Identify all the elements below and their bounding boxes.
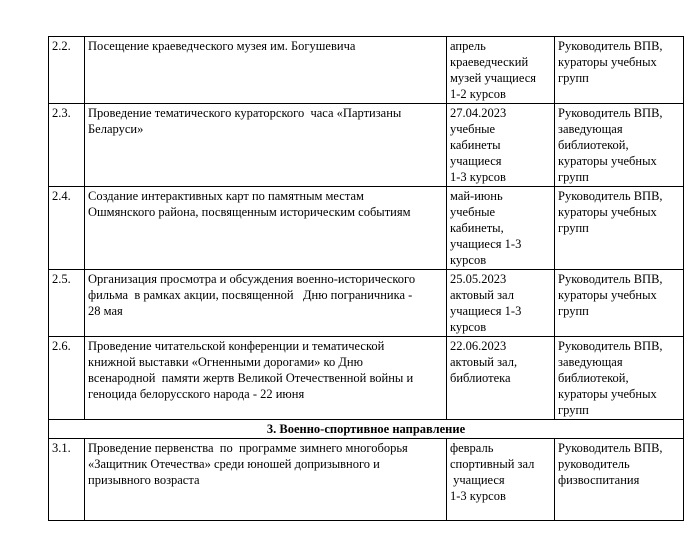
responsible-line: кураторы учебных bbox=[558, 288, 657, 302]
section-title: 3. Военно-спортивное направление bbox=[49, 420, 684, 439]
date-place-line: учебные bbox=[450, 205, 496, 219]
table-section-header bbox=[49, 420, 684, 439]
date-place-cell bbox=[447, 37, 555, 104]
date-place-cell bbox=[447, 187, 555, 270]
item-number: 2.2. bbox=[49, 37, 85, 104]
event-name-line: Проведение первенства по программе зимнего многоборья bbox=[88, 441, 408, 455]
responsible-line: кураторы учебных bbox=[558, 55, 657, 69]
responsible-line: Руководитель ВПВ, bbox=[558, 272, 663, 286]
date-place-line: кабинеты bbox=[450, 138, 501, 152]
responsible-line: Руководитель ВПВ, bbox=[558, 441, 663, 455]
event-name-line: призывного возраста bbox=[88, 473, 200, 487]
table-row bbox=[49, 270, 684, 337]
date-place-line: краеведческий bbox=[450, 55, 529, 69]
document-page bbox=[48, 36, 683, 521]
event-name-line: Проведение тематического кураторского часа «Партизаны bbox=[88, 106, 402, 120]
date-place-line: курсов bbox=[450, 320, 487, 334]
date-place-cell bbox=[447, 104, 555, 187]
date-place-line: май-июнь bbox=[450, 189, 503, 203]
date-place-cell bbox=[447, 439, 555, 521]
responsible-line: групп bbox=[558, 221, 589, 235]
date-place-line: апрель bbox=[450, 39, 486, 53]
responsible-cell bbox=[555, 187, 684, 270]
responsible-line: заведующая bbox=[558, 355, 623, 369]
date-place-line: 25.05.2023 bbox=[450, 272, 507, 286]
responsible-line: Руководитель ВПВ, bbox=[558, 39, 663, 53]
item-number: 2.4. bbox=[49, 187, 85, 270]
event-name-cell bbox=[85, 270, 447, 337]
responsible-line: заведующая bbox=[558, 122, 623, 136]
event-name-line: Посещение краеведческого музея им. Богушевича bbox=[88, 39, 356, 53]
event-name-cell bbox=[85, 439, 447, 521]
responsible-line: групп bbox=[558, 170, 589, 184]
table-row bbox=[49, 37, 684, 104]
date-place-line: 1-3 курсов bbox=[450, 170, 506, 184]
date-place-line: кабинеты, bbox=[450, 221, 504, 235]
event-name-line: всенародной памяти жертв Великой Отечественной войны и bbox=[88, 371, 414, 385]
responsible-line: кураторы учебных bbox=[558, 387, 657, 401]
date-place-line: 27.04.2023 bbox=[450, 106, 507, 120]
responsible-line: Руководитель ВПВ, bbox=[558, 189, 663, 203]
table-row bbox=[49, 439, 684, 521]
responsible-line: групп bbox=[558, 71, 589, 85]
item-number: 2.5. bbox=[49, 270, 85, 337]
event-name-line: Беларуси» bbox=[88, 122, 144, 136]
date-place-line: учащиеся bbox=[450, 154, 502, 168]
date-place-line: 22.06.2023 bbox=[450, 339, 507, 353]
event-name-line: Создание интерактивных карт по памятным местам bbox=[88, 189, 364, 203]
date-place-line: учащиеся bbox=[450, 473, 505, 487]
item-number: 3.1. bbox=[49, 439, 85, 521]
date-place-line: 1-3 курсов bbox=[450, 489, 506, 503]
event-name-line: «Защитник Отечества» среди юношей допризывного и bbox=[88, 457, 380, 471]
date-place-line: актовый зал, bbox=[450, 355, 518, 369]
table-row bbox=[49, 187, 684, 270]
event-name-cell bbox=[85, 37, 447, 104]
responsible-line: физвоспитания bbox=[558, 473, 640, 487]
responsible-line: библиотекой, bbox=[558, 371, 629, 385]
event-name-line: Организация просмотра и обсуждения военно-исторического bbox=[88, 272, 416, 286]
responsible-line: руководитель bbox=[558, 457, 630, 471]
table-row bbox=[49, 104, 684, 187]
responsible-line: библиотекой, bbox=[558, 138, 629, 152]
table-row bbox=[49, 337, 684, 420]
date-place-line: актовый зал bbox=[450, 288, 514, 302]
date-place-line: учащиеся 1-3 bbox=[450, 304, 522, 318]
item-number: 2.6. bbox=[49, 337, 85, 420]
item-number: 2.3. bbox=[49, 104, 85, 187]
responsible-line: кураторы учебных bbox=[558, 205, 657, 219]
responsible-line: кураторы учебных bbox=[558, 154, 657, 168]
responsible-cell bbox=[555, 104, 684, 187]
date-place-line: библиотека bbox=[450, 371, 511, 385]
table-body-section-3 bbox=[49, 439, 684, 521]
responsible-cell bbox=[555, 270, 684, 337]
responsible-line: Руководитель ВПВ, bbox=[558, 339, 663, 353]
date-place-line: музей учащиеся bbox=[450, 71, 537, 85]
event-name-cell bbox=[85, 104, 447, 187]
event-name-line: геноцида белорусского народа - 22 июня bbox=[88, 387, 305, 401]
responsible-cell bbox=[555, 337, 684, 420]
event-name-cell bbox=[85, 337, 447, 420]
date-place-line: учебные bbox=[450, 122, 496, 136]
responsible-line: групп bbox=[558, 403, 589, 417]
date-place-line: 1-2 курсов bbox=[450, 87, 506, 101]
event-name-cell bbox=[85, 187, 447, 270]
responsible-line: Руководитель ВПВ, bbox=[558, 106, 663, 120]
event-name-line: Ошмянского района, посвященным историческим событиям bbox=[88, 205, 411, 219]
section-row bbox=[49, 420, 684, 439]
responsible-line: групп bbox=[558, 304, 589, 318]
responsible-cell bbox=[555, 439, 684, 521]
date-place-line: февраль bbox=[450, 441, 494, 455]
event-name-line: книжной выставки «Огненными дорогами» ко Дню bbox=[88, 355, 363, 369]
date-place-cell bbox=[447, 337, 555, 420]
event-name-line: Проведение читательской конференции и тематической bbox=[88, 339, 385, 353]
event-name-line: фильма в рамках акции, посвященной Дню пограничника - bbox=[88, 288, 413, 302]
table-body-section-2 bbox=[49, 37, 684, 420]
event-name-line: 28 мая bbox=[88, 304, 123, 318]
responsible-cell bbox=[555, 37, 684, 104]
date-place-line: спортивный зал bbox=[450, 457, 535, 471]
date-place-line: учащиеся 1-3 bbox=[450, 237, 522, 251]
events-plan-table bbox=[48, 36, 684, 521]
date-place-line: курсов bbox=[450, 253, 487, 267]
date-place-cell bbox=[447, 270, 555, 337]
